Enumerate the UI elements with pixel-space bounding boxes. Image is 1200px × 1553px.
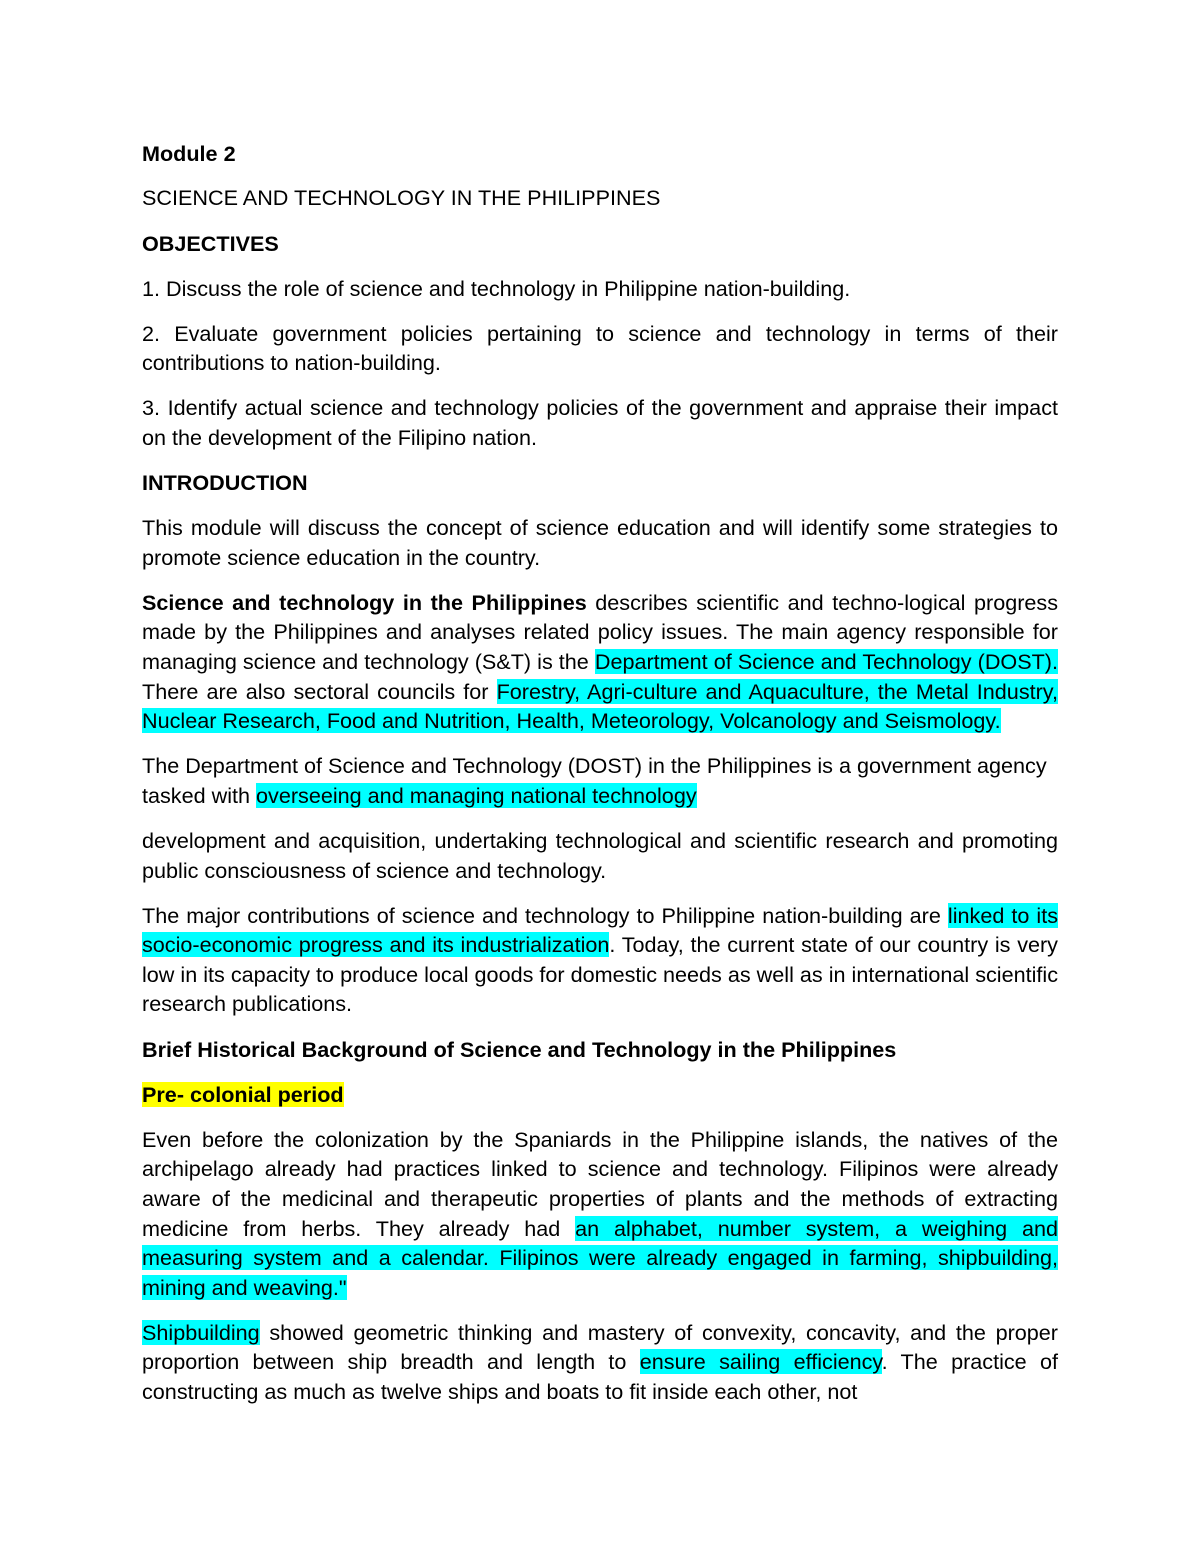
period-heading-highlight: Pre- colonial period — [142, 1081, 344, 1107]
objectives-heading: OBJECTIVES — [142, 230, 279, 256]
document-page — [142, 140, 1058, 1407]
intro-p2-text-1: describes scientific and techno-logical progress made by the Philippines and analyses related policy issues. The main agency responsible for managing science and technology (S&T) is the — [142, 589, 1059, 675]
history-p1-highlight-1: an alphabet, number system, a weighing and measuring system and a calendar. Filipinos were already engaged in farming, shipbuilding, mining and weaving." — [142, 1215, 1058, 1300]
objective-item-1: 1. Discuss the role of science and technology in Philippine nation-building. — [142, 275, 851, 301]
history-p2-highlight-2: ensure sailing efficiency — [639, 1349, 882, 1375]
module-label: Module 2 — [142, 141, 236, 166]
introduction-heading: INTRODUCTION — [142, 470, 308, 496]
intro-p3-highlight-1: overseeing and managing national technology — [256, 782, 697, 808]
intro-p2-bold-lead: Science and technology in the Philippines — [142, 589, 587, 615]
intro-p5-text-2: . Today, the current state of our country is very low in its capacity to produce local goods for domestic needs as well as in international scientific research publications. — [142, 932, 1058, 1017]
objective-item-2: 2. Evaluate government policies pertaining to science and technology in terms of their contributions to nation-building. — [142, 320, 1058, 376]
intro-paragraph-3 — [142, 751, 1058, 810]
history-p1-text-1: Even before the colonization by the Spaniards in the Philippine islands, the natives of the archipelago already had practices linked to science and technology. Filipinos were already aware of the medicinal and therapeutic properties of plants and the methods of extracting medicine from herbs. They already had — [142, 1126, 1058, 1241]
period-heading — [142, 1080, 1058, 1110]
module-header — [142, 140, 1058, 212]
module-title: SCIENCE AND TECHNOLOGY IN THE PHILIPPINES — [142, 184, 661, 210]
intro-paragraph-4: development and acquisition, undertaking technological and scientific research and promoting public consciousness of science and technology. — [142, 828, 1058, 883]
intro-paragraph-2 — [142, 588, 1058, 736]
history-p2-highlight-1: Shipbuilding — [142, 1319, 260, 1345]
intro-paragraph-1: This module will discuss the concept of science education and will identify some strategies to promote science education in the country. — [142, 515, 1058, 570]
history-p2-text-1: showed geometric thinking and mastery of convexity, concavity, and the proper proportion between ship breadth and length to — [142, 1319, 1058, 1375]
intro-p3-text-1: The Department of Science and Technology (DOST) in the Philippines is a government agency tasked with — [142, 753, 1047, 808]
history-heading: Brief Historical Background of Science and Technology in the Philippines — [142, 1036, 897, 1062]
history-p2-text-2: . The practice of constructing as much as twelve ships and boats to fit inside each other, not — [142, 1349, 1058, 1404]
intro-p2-highlight-2: Forestry, Agri-culture and Aquaculture, the Metal Industry, Nuclear Research, Food and Nutrition, Health, Meteorology, Volcanology and Seismology. — [142, 678, 1058, 734]
objective-item-3: 3. Identify actual science and technology policies of the government and appraise their impact on the development of the Filipino nation. — [142, 395, 1058, 450]
history-paragraph-1 — [142, 1125, 1058, 1303]
intro-p2-highlight-1: Department of Science and Technology (DOST). — [594, 649, 1058, 675]
history-paragraph-2 — [142, 1318, 1058, 1407]
intro-paragraph-5 — [142, 901, 1058, 1019]
intro-p5-text-1: The major contributions of science and technology to Philippine nation-building are — [142, 902, 948, 928]
intro-p2-text-2: There are also sectoral councils for — [142, 678, 497, 704]
intro-p5-highlight-1: linked to its socio-economic progress and its industrialization — [142, 902, 1058, 958]
